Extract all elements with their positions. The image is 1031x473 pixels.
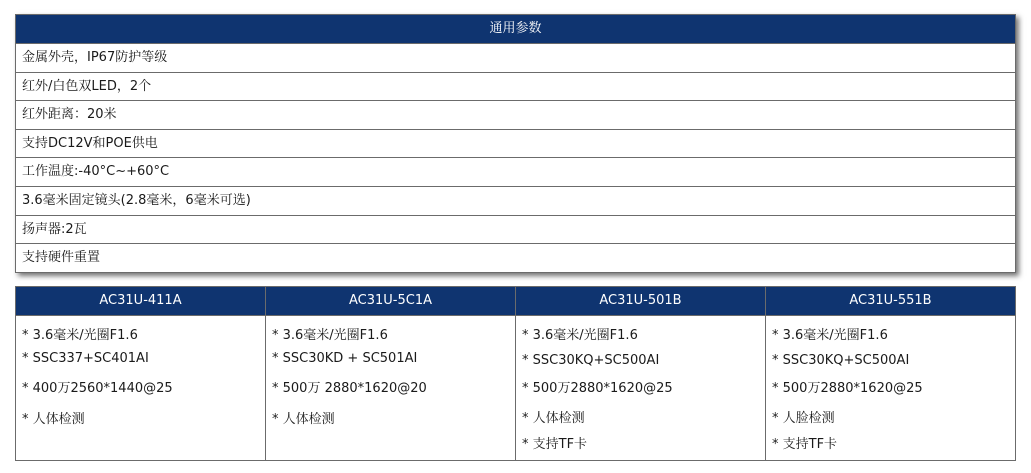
model-name: AC31U-501B: [516, 287, 765, 316]
param-row: 扬声器:2瓦: [16, 215, 1015, 244]
model-name: AC31U-411A: [16, 287, 265, 316]
model-feature: * SSC30KQ+SC500AI: [772, 353, 910, 368]
model-feature: * 人体检测: [272, 412, 335, 427]
model-feature: * SSC337+SC401AI: [22, 351, 149, 366]
model-column-411a: [16, 287, 265, 460]
model-feature: * 3.6毫米/光圈F1.6: [272, 328, 388, 343]
model-feature: * 支持TF卡: [522, 437, 588, 452]
model-feature: * 3.6毫米/光圈F1.6: [772, 328, 888, 343]
param-row: 红外/白色双LED，2个: [16, 72, 1015, 101]
model-feature: * 3.6毫米/光圈F1.6: [22, 328, 138, 343]
general-params-table: [15, 14, 1016, 273]
param-row: 支持硬件重置: [16, 243, 1015, 272]
model-feature: * 3.6毫米/光圈F1.6: [522, 328, 638, 343]
param-row: 金属外壳，IP67防护等级: [16, 43, 1015, 72]
model-column-551b: [765, 287, 1015, 460]
model-feature: * 人体检测: [522, 411, 585, 426]
model-feature: * 500万 2880*1620@20: [272, 381, 427, 396]
model-name: AC31U-5C1A: [266, 287, 515, 316]
models-table: [15, 286, 1016, 461]
model-feature: * 400万2560*1440@25: [22, 381, 173, 396]
param-row: 工作温度:-40°C~+60°C: [16, 157, 1015, 186]
param-row: 红外距离：20米: [16, 100, 1015, 129]
model-feature: * 人体检测: [22, 412, 85, 427]
model-feature: * 支持TF卡: [772, 437, 838, 452]
model-feature: * 500万2880*1620@25: [772, 381, 923, 396]
params-header: 通用参数: [16, 15, 1015, 43]
model-feature: * 人脸检测: [772, 411, 835, 426]
model-feature: * SSC30KQ+SC500AI: [522, 353, 660, 368]
model-column-501b: [515, 287, 765, 460]
param-row: 支持DC12V和POE供电: [16, 129, 1015, 158]
model-column-5c1a: [265, 287, 515, 460]
model-name: AC31U-551B: [766, 287, 1015, 316]
model-feature: * SSC30KD + SC501AI: [272, 351, 418, 366]
param-row: 3.6毫米固定镜头(2.8毫米，6毫米可选): [16, 186, 1015, 215]
model-feature: * 500万2880*1620@25: [522, 381, 673, 396]
